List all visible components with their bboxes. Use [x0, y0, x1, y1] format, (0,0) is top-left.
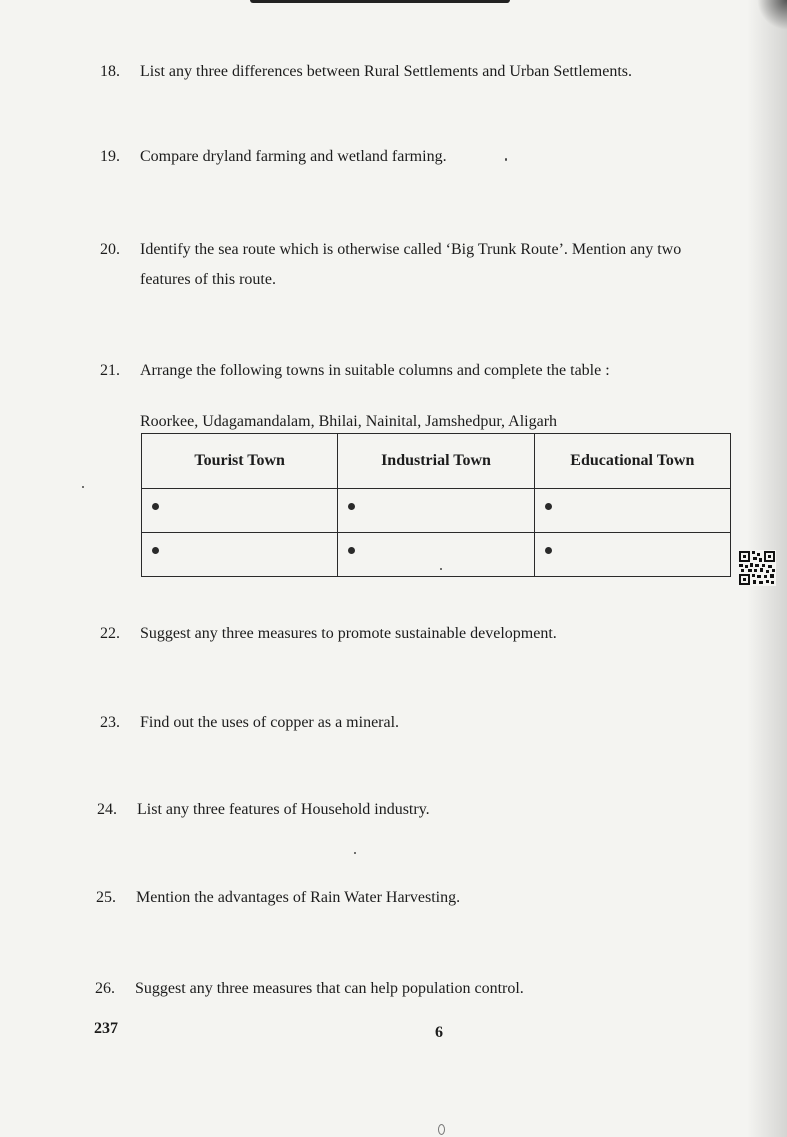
scan-top-edge — [250, 0, 510, 3]
scan-speck — [354, 852, 356, 854]
question-number: 26. — [95, 980, 115, 997]
question-text: List any three differences between Rural Settlements and Urban Settlements. — [140, 63, 632, 80]
question-number: 22. — [100, 625, 120, 642]
header-industrial-town: Industrial Town — [338, 434, 534, 489]
town-classification-table — [141, 433, 731, 577]
question-number: 21. — [100, 362, 120, 379]
question-number: 24. — [97, 801, 117, 818]
question-text: Identify the sea route which is otherwise called ‘Big Trunk Route’. Mention any two — [140, 241, 682, 258]
qr-code-icon — [738, 550, 776, 586]
page-number: 6 — [435, 1024, 443, 1041]
scan-corner-shadow — [757, 0, 787, 30]
table-cell — [338, 489, 534, 533]
table-row — [142, 533, 731, 577]
question-text: Arrange the following towns in suitable columns and complete the table : — [140, 362, 610, 379]
scan-speck — [438, 1124, 445, 1135]
question-text-continued: features of this route. — [140, 271, 276, 288]
bullet-icon — [348, 503, 355, 510]
scan-speck — [82, 486, 84, 488]
question-number: 25. — [96, 889, 116, 906]
question-number: 20. — [100, 241, 120, 258]
bullet-icon — [152, 547, 159, 554]
question-text: Find out the uses of copper as a mineral. — [140, 714, 400, 731]
bullet-icon — [152, 503, 159, 510]
bullet-icon — [545, 503, 552, 510]
table-cell — [142, 489, 338, 533]
question-text: Suggest any three measures that can help population control. — [135, 980, 524, 997]
question-number: 19. — [100, 148, 120, 165]
table-header-row — [142, 434, 731, 489]
towns-list: Roorkee, Udagamandalam, Bhilai, Nainital, Jamshedpur, Aligarh — [140, 413, 558, 430]
table-row — [142, 489, 731, 533]
question-text: Mention the advantages of Rain Water Harvesting. — [136, 889, 461, 906]
question-number: 23. — [100, 714, 120, 731]
table-cell — [142, 533, 338, 577]
paper-code: 237 — [94, 1020, 118, 1037]
table-cell — [534, 489, 730, 533]
table-cell — [338, 533, 534, 577]
question-text: List any three features of Household industry. — [137, 801, 430, 818]
question-number: 18. — [100, 63, 120, 80]
scan-speck — [440, 568, 442, 570]
header-educational-town: Educational Town — [534, 434, 730, 489]
scan-speck — [505, 158, 507, 161]
question-text: Suggest any three measures to promote sustainable development. — [140, 625, 557, 642]
question-text: Compare dryland farming and wetland farming. — [140, 148, 447, 165]
table-cell — [534, 533, 730, 577]
header-tourist-town: Tourist Town — [142, 434, 338, 489]
bullet-icon — [545, 547, 552, 554]
bullet-icon — [348, 547, 355, 554]
